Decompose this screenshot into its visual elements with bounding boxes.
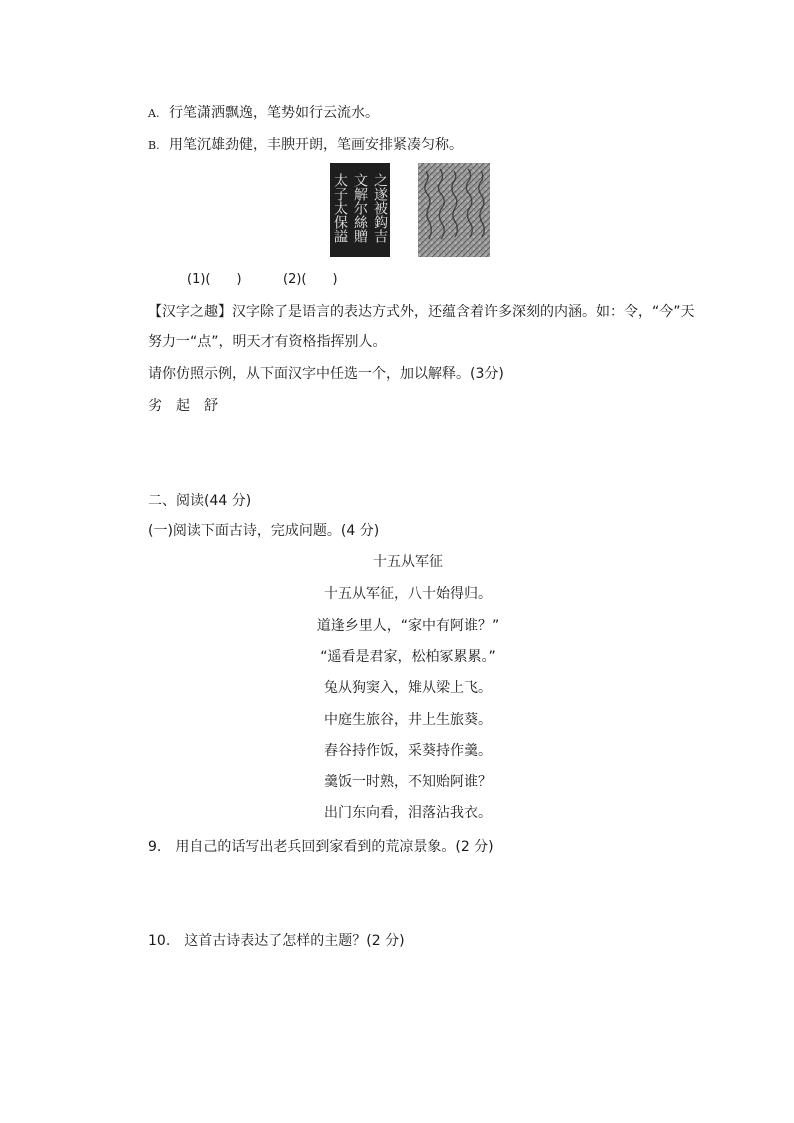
option-b-letter: B. [148, 139, 160, 152]
calligraphy-image-light [418, 163, 490, 257]
section-heading: 二、阅读(44 分) [148, 493, 252, 509]
poem-line: 十五从军征，八十始得归。 [324, 586, 492, 602]
option-a [148, 102, 379, 122]
calligraphy-col-3: 太子太保謚 [332, 173, 348, 243]
poem-line: 舂谷持作饭，采葵持作羹。 [324, 743, 492, 759]
hanzi-fun-prompt: 请你仿照示例，从下面汉字中任选一个，加以解释。(3分) [148, 366, 504, 382]
option-a-text: 行笔潇洒飘逸，笔势如行云流水。 [169, 105, 379, 121]
poem-line: “遥看是君家，松柏冢累累。” [320, 649, 496, 665]
poem-line: 出门东向看，泪落沾我衣。 [324, 805, 492, 821]
option-a-letter: A. [148, 107, 160, 120]
answer-blank-2: (2)( ) [283, 272, 338, 287]
poem-line: 道逢乡里人，“家中有阿谁？” [316, 618, 500, 634]
hanzi-choice-chars: 劣 起 舒 [148, 398, 218, 414]
hanzi-fun-line-2: 努力一“点”，明天才有资格指挥别人。 [148, 334, 387, 350]
calligraphy-col-2: 文解尔絲贈 [352, 173, 368, 243]
cursive-texture-svg [418, 163, 490, 257]
poem-title: 十五从军征 [373, 554, 443, 570]
poem-line: 兔从狗窦入，雉从梁上飞。 [324, 680, 492, 696]
poem-line: 羹饭一时熟，不知贻阿谁？ [324, 774, 492, 790]
sub-section-heading: (一)阅读下面古诗，完成问题。(4 分) [148, 523, 380, 539]
hanzi-fun-line-1: 【汉字之趣】汉字除了是语言的表达方式外，还蕴含着许多深刻的内涵。如：令，“今”天 [148, 304, 695, 320]
option-b [148, 134, 463, 154]
answer-blank-1: (1)( ) [187, 272, 242, 287]
calligraphy-rubbing-svg [330, 163, 390, 257]
option-b-text: 用笔沉雄劲健，丰腴开朗，笔画安排紧凑匀称。 [169, 137, 463, 153]
calligraphy-image-dark [330, 163, 390, 257]
poem-line: 中庭生旅谷，井上生旅葵。 [324, 712, 492, 728]
calligraphy-col-1: 之遂被鈎吉 [372, 173, 388, 243]
question-9: 9. 用自己的话写出老兵回到家看到的荒凉景象。(2 分) [148, 839, 494, 855]
question-10: 10. 这首古诗表达了怎样的主题？(2 分) [148, 933, 405, 949]
